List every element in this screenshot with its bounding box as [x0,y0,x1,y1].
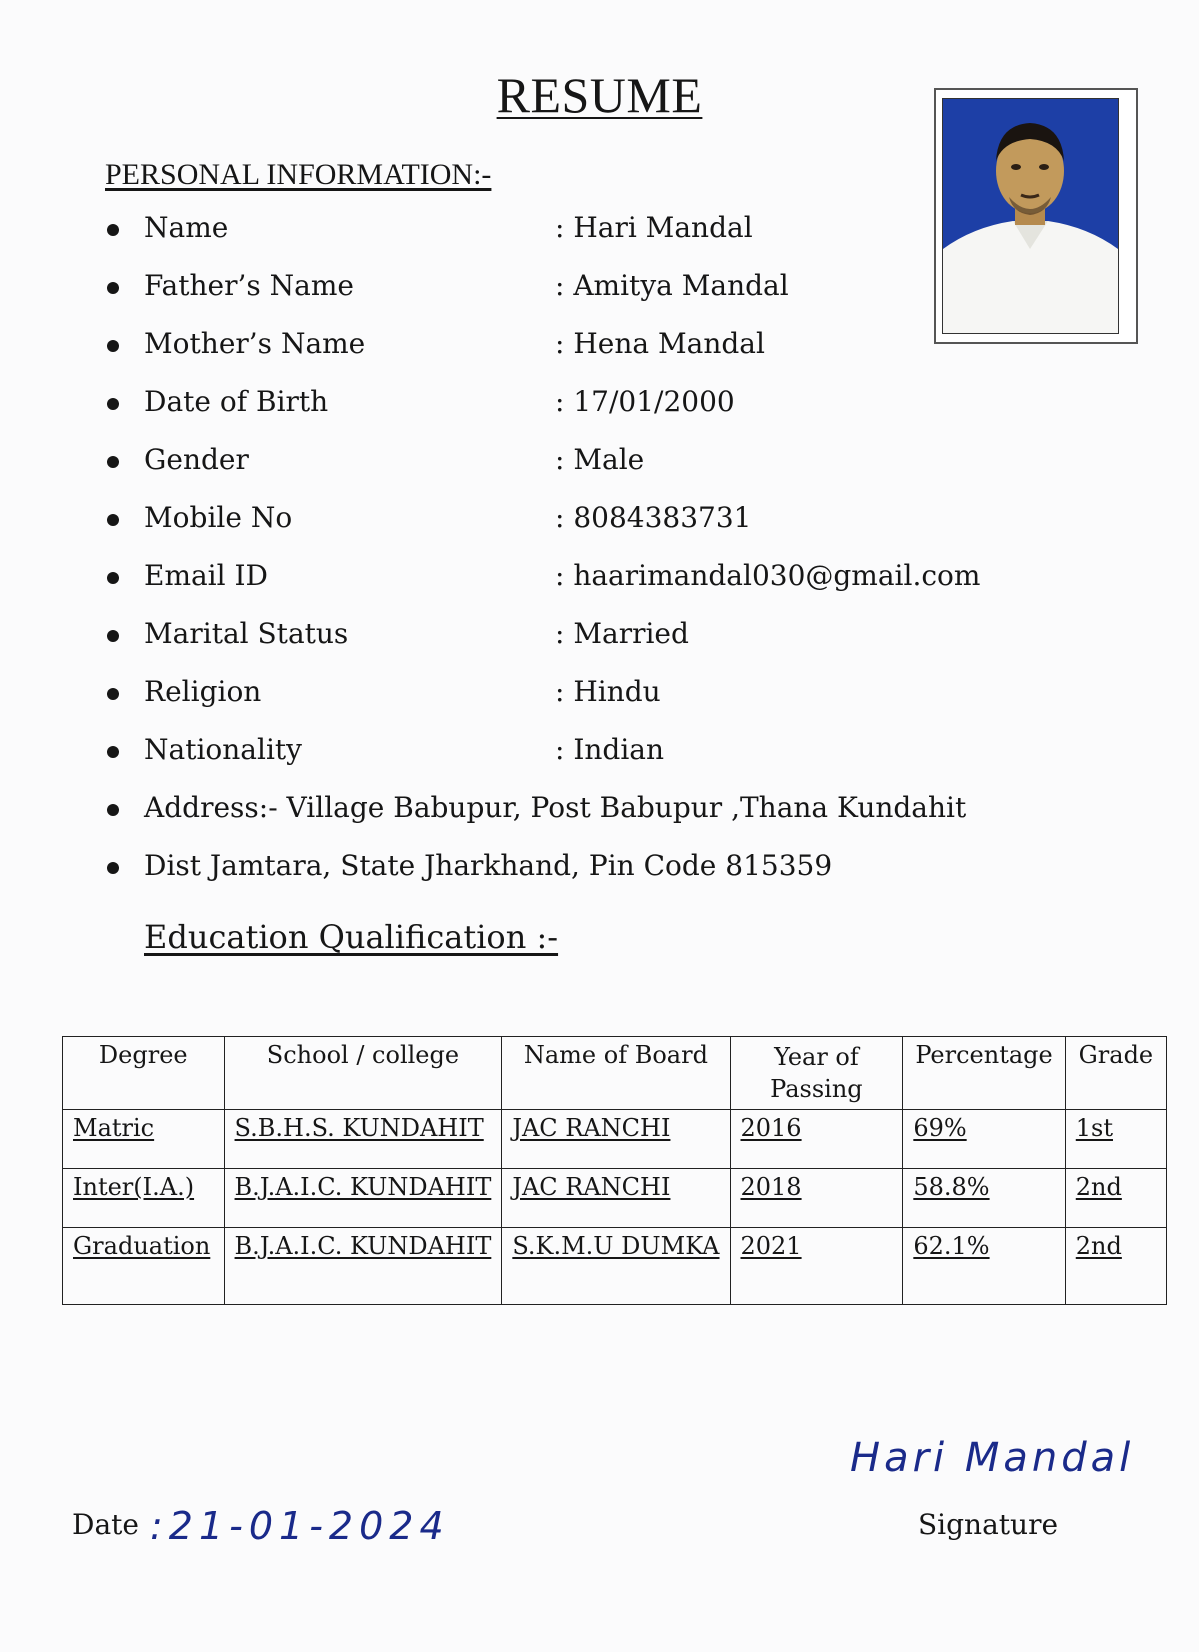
address-line-1 [0,788,1199,828]
bullet-icon [107,398,119,410]
resume-title: RESUME [496,67,703,123]
column-header: Percentage [903,1037,1065,1110]
bullet-icon [107,572,119,584]
table-row [63,1169,1167,1228]
education-heading: Education Qualification :- [144,918,559,956]
table-cell: 62.1% [903,1228,1065,1305]
info-value: : Married [555,617,689,650]
signature-handwriting: Hari Mandal [850,1435,1135,1481]
info-label: Name [144,211,229,244]
info-value: : haarimandal030@gmail.com [555,559,981,592]
info-value: : Hindu [555,675,661,708]
info-value: : 17/01/2000 [555,385,735,418]
table-cell: 58.8% [903,1169,1065,1228]
date-label: Date [72,1508,139,1541]
signature-label: Signature [918,1508,1059,1541]
info-label: Date of Birth [144,385,329,418]
column-header: School / college [224,1037,502,1110]
table-cell: 2nd [1065,1169,1166,1228]
info-label: Mobile No [144,501,293,534]
table-row [63,1110,1167,1169]
bullet-icon [107,340,119,352]
address-text: Address:- Village Babupur, Post Babupur ,Thana Kundahit [144,791,967,824]
table-cell: B.J.A.I.C. KUNDAHIT [224,1169,502,1228]
address-line-2 [0,846,1199,886]
table-cell: B.J.A.I.C. KUNDAHIT [224,1228,502,1305]
table-cell: 2nd [1065,1228,1166,1305]
personal-info-heading: PERSONAL INFORMATION:- [105,158,492,191]
bullet-icon [107,456,119,468]
column-header: Name of Board [502,1037,730,1110]
info-label: Religion [144,675,262,708]
table-cell: 2018 [730,1169,903,1228]
info-label: Marital Status [144,617,349,650]
bullet-icon [107,282,119,294]
info-value: : Amitya Mandal [555,269,789,302]
bullet-icon [107,804,119,816]
table-cell: Graduation [63,1228,225,1305]
table-cell: S.B.H.S. KUNDAHIT [224,1110,502,1169]
info-row-email [0,556,1199,596]
table-cell: 1st [1065,1110,1166,1169]
info-value: : Indian [555,733,665,766]
table-row [63,1228,1167,1305]
bullet-icon [107,630,119,642]
info-value: : Male [555,443,645,476]
info-row-nationality [0,730,1199,770]
info-label: Email ID [144,559,269,592]
table-cell: Inter(I.A.) [63,1169,225,1228]
info-label: Father’s Name [144,269,354,302]
bullet-icon [107,514,119,526]
info-value: : Hari Mandal [555,211,753,244]
bullet-icon [107,862,119,874]
info-row-marital-status [0,614,1199,654]
info-row-father-name [0,266,1199,306]
info-row-name [0,208,1199,248]
info-row-religion [0,672,1199,712]
bullet-icon [107,688,119,700]
info-row-mobile [0,498,1199,538]
info-row-date-of-birth [0,382,1199,422]
address-text: Dist Jamtara, State Jharkhand, Pin Code 815359 [144,849,833,882]
table-cell: Matric [63,1110,225,1169]
column-header: Grade [1065,1037,1166,1110]
table-cell: 2021 [730,1228,903,1305]
bullet-icon [107,224,119,236]
info-row-gender [0,440,1199,480]
column-header: Degree [63,1037,225,1110]
table-header-row [63,1037,1167,1110]
info-label: Gender [144,443,249,476]
bullet-icon [107,746,119,758]
table-cell: 2016 [730,1110,903,1169]
table-cell: JAC RANCHI [502,1110,730,1169]
info-label: Mother’s Name [144,327,366,360]
info-value: : Hena Mandal [555,327,765,360]
table-cell: S.K.M.U DUMKA [502,1228,730,1305]
table-cell: 69% [903,1110,1065,1169]
date-handwritten-value: :21-01-2024 [150,1504,450,1548]
column-header: Year of Passing [730,1037,903,1110]
education-table [62,1036,1167,1305]
info-row-mother-name [0,324,1199,364]
info-value: : 8084383731 [555,501,752,534]
info-label: Nationality [144,733,302,766]
table-cell: JAC RANCHI [502,1169,730,1228]
